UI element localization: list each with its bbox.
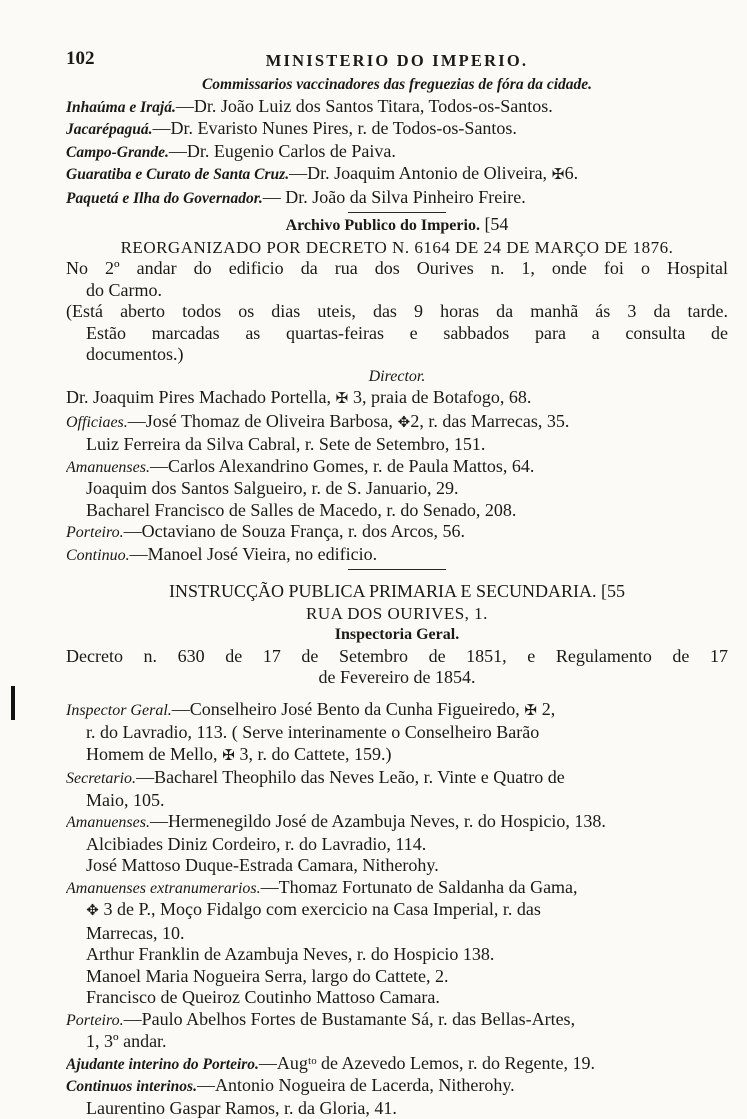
order-cross-icon: ✠ <box>524 701 537 723</box>
inspector-entry: Inspector Geral.—Conselheiro José Bento da Cunha Figueiredo, ✠ 2, <box>66 699 728 723</box>
commissarios-entry: Guaratiba e Curato de Santa Cruz.—Dr. Joaquim Antonio de Oliveira, ✠6. <box>66 163 728 187</box>
secretario-entry: Maio, 105. <box>66 790 728 812</box>
commissarios-entry: Inhaúma e Irajá.—Dr. João Luiz dos Santos Titara, Todos-os-Santos. <box>66 96 728 119</box>
porteiro-entry: Porteiro.—Paulo Abelhos Fortes de Bustamante Sá, r. das Bellas-Artes, <box>66 1009 728 1032</box>
commissarios-entry: Jacarépaguá.—Dr. Evaristo Nunes Pires, r. de Todos-os-Santos. <box>66 118 728 141</box>
running-title: MINISTERIO DO IMPERIO. <box>66 50 728 72</box>
amanuenses-entry: Joaquim dos Santos Salgueiro, r. de S. Januario, 29. <box>66 478 728 500</box>
page <box>66 48 728 1119</box>
extranumerarios-entry: Arthur Franklin de Azambuja Neves, r. do Hospicio 138. <box>66 944 728 966</box>
instruccao-address: RUA DOS OURIVES, 1. <box>66 603 728 625</box>
commissarios-entry: Paquetá e Ilha do Governador.— Dr. João da Silva Pinheiro Freire. <box>66 187 728 210</box>
officiaes-entry: Officiaes.—José Thomaz de Oliveira Barbosa, ✥2, r. das Marrecas, 35. <box>66 411 728 435</box>
extranumerarios-entry: Manoel Maria Nogueira Serra, largo do Cattete, 2. <box>66 966 728 988</box>
page-number: 102 <box>66 48 95 70</box>
ajudante-entry: Ajudante interino do Porteiro.—Augᵗᵒ de Azevedo Lemos, r. do Regente, 19. <box>66 1053 728 1076</box>
archivo-address: do Carmo. <box>66 280 728 302</box>
inspector-entry: Homem de Mello, ✠ 3, r. do Cattete, 159.) <box>66 744 728 768</box>
inspector-entry: r. do Lavradio, 113. ( Serve interinamente o Conselheiro Barão <box>66 722 728 744</box>
order-cross-icon: ✠ <box>552 165 565 187</box>
commissarios-entry: Campo-Grande.—Dr. Eugenio Carlos de Paiva. <box>66 141 728 164</box>
margin-mark <box>11 686 15 720</box>
continuo-entry: Continuo.—Manoel José Vieira, no edificio. <box>66 544 728 567</box>
extranumerarios-entry: Marrecas, 10. <box>66 923 728 945</box>
continuos-entry: Continuos interinos.—Antonio Nogueira de Lacerda, Nitherohy. <box>66 1075 728 1098</box>
decree-line: Decreto n. 630 de 17 de Setembro de 1851, e Regulamento de 17 <box>66 646 728 668</box>
director-heading: Director. <box>66 366 728 388</box>
porteiro-entry: 1, 3º andar. <box>66 1031 728 1053</box>
commissarios-title: Commissarios vaccinadores das freguezias de fóra da cidade. <box>66 74 728 96</box>
extranumerarios-entry: Francisco de Queiroz Coutinho Mattoso Camara. <box>66 987 728 1009</box>
page-header <box>66 48 728 74</box>
amanuenses-entry: Amanuenses.—Hermenegildo José de Azambuja Neves, r. do Hospicio, 138. <box>66 811 728 834</box>
archivo-subtitle: REORGANIZADO POR DECRETO N. 6164 DE 24 DE MARÇO DE 1876. <box>66 237 728 259</box>
extranumerarios-entry: ✥ 3 de P., Moço Fidalgo com exercicio na Casa Imperial, r. das <box>66 899 728 923</box>
instruccao-subtitle: Inspectoria Geral. <box>66 624 728 646</box>
porteiro-entry: Porteiro.—Octaviano de Souza França, r. dos Arcos, 56. <box>66 521 728 544</box>
instruccao-title: INSTRUCÇÃO PUBLICA PRIMARIA E SECUNDARIA. [55 <box>66 581 728 603</box>
amanuenses-entry: Bacharel Francisco de Salles de Macedo, r. do Senado, 208. <box>66 500 728 522</box>
decree-line: de Fevereiro de 1854. <box>66 667 728 689</box>
rose-cross-icon: ✥ <box>86 901 99 923</box>
amanuenses-entry: José Mattoso Duque-Estrada Camara, Nitherohy. <box>66 855 728 877</box>
continuos-entry: Laurentino Gaspar Ramos, r. da Gloria, 41. <box>66 1098 728 1119</box>
archivo-hours: (Está aberto todos os dias uteis, das 9 horas da manhã ás 3 da tarde. <box>66 301 728 323</box>
director-entry: Dr. Joaquim Pires Machado Portella, ✠ 3, praia de Botafogo, 68. <box>66 387 728 411</box>
officiaes-entry: Luiz Ferreira da Silva Cabral, r. Sete de Setembro, 151. <box>66 434 728 456</box>
archivo-address: No 2º andar do edificio da rua dos Ourives n. 1, onde foi o Hospital <box>66 258 728 280</box>
extranumerarios-entry: Amanuenses extranumerarios.—Thomaz Fortunato de Saldanha da Gama, <box>66 877 728 900</box>
section-divider <box>348 212 446 213</box>
amanuenses-entry: Amanuenses.—Carlos Alexandrino Gomes, r. de Paula Mattos, 64. <box>66 456 728 479</box>
secretario-entry: Secretario.—Bacharel Theophilo das Neves Leão, r. Vinte e Quatro de <box>66 767 728 790</box>
section-divider <box>348 569 446 570</box>
order-cross-icon: ✠ <box>222 746 235 768</box>
archivo-hours: documentos.) <box>66 344 728 366</box>
order-cross-icon: ✠ <box>335 389 348 411</box>
archivo-title: Archivo Publico do Imperio. [54 <box>66 214 728 237</box>
amanuenses-entry: Alcibiades Diniz Cordeiro, r. do Lavradio, 114. <box>66 834 728 856</box>
rose-cross-icon: ✥ <box>397 413 410 435</box>
archivo-hours: Estão marcadas as quartas-feiras e sabbados para a consulta de <box>66 323 728 345</box>
